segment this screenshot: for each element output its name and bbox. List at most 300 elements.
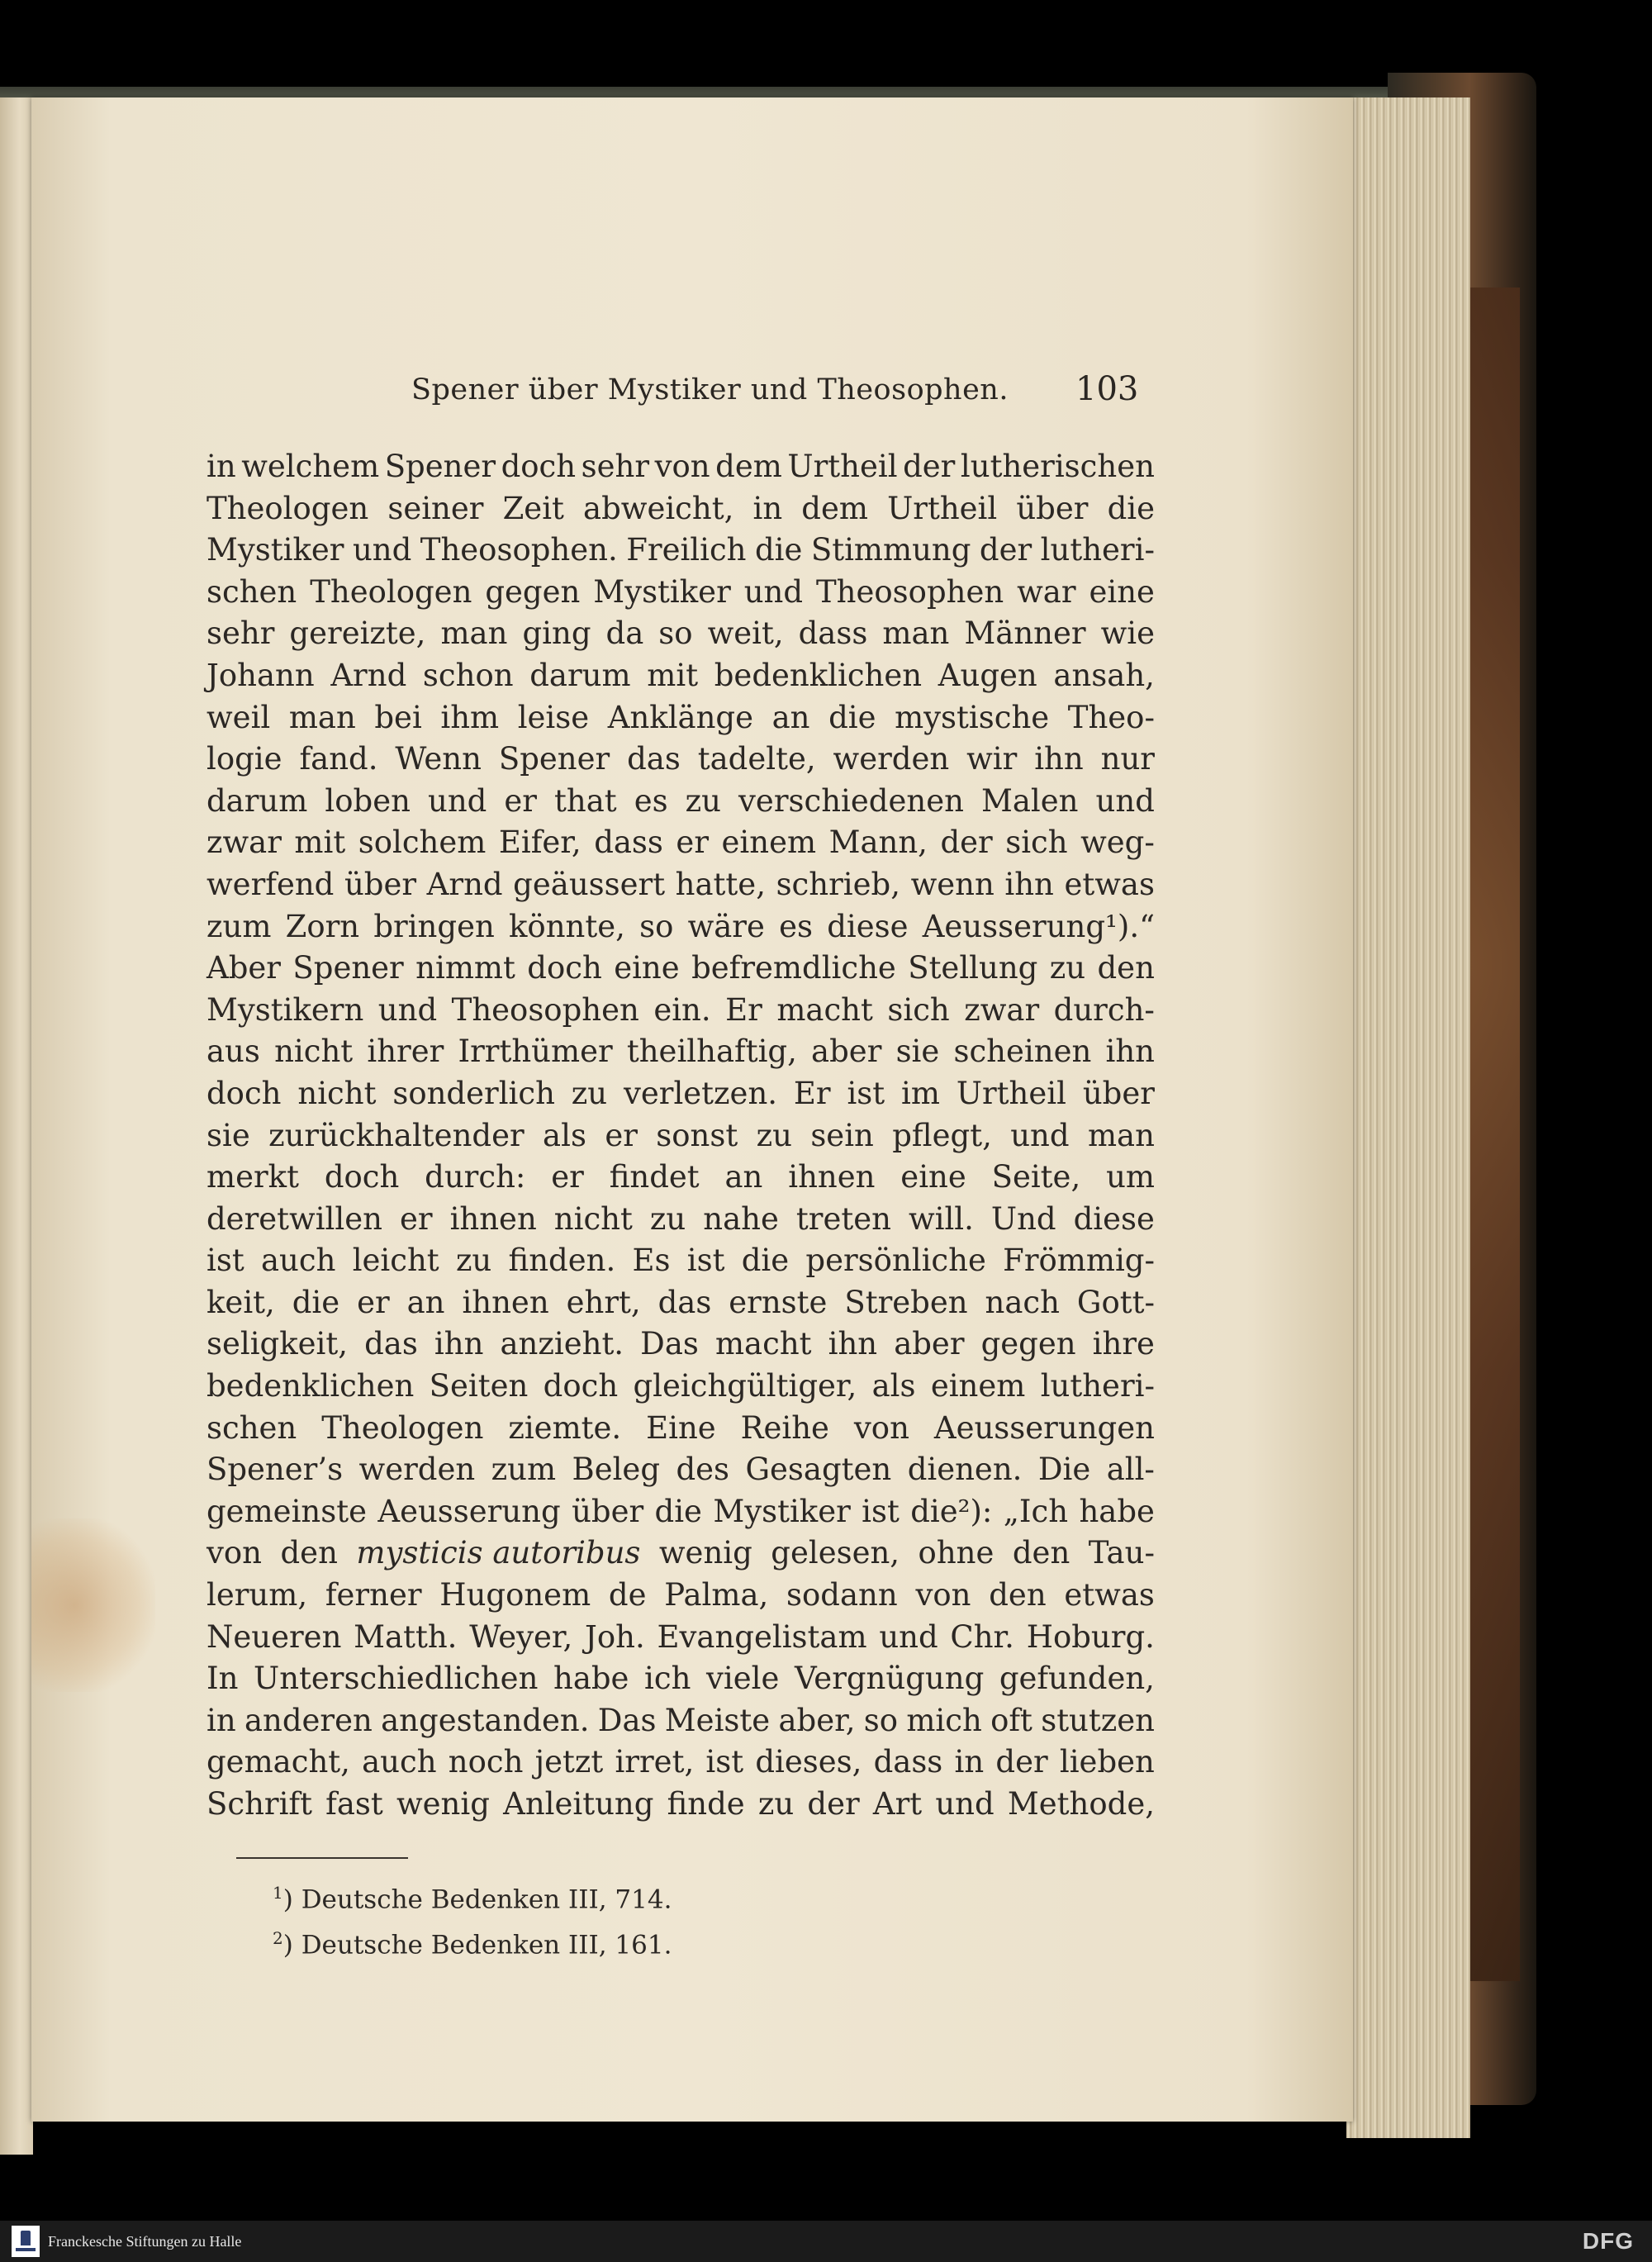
word: macht — [776, 991, 873, 1028]
text-line — [206, 1366, 1155, 1408]
word: Augen — [938, 657, 1037, 693]
word: Unterschiedlichen — [254, 1661, 539, 1697]
word: er — [551, 1159, 584, 1195]
word: Gott- — [1076, 1284, 1155, 1320]
word: Eifer, — [498, 824, 582, 861]
word: Theosophen — [451, 991, 639, 1028]
word: wie — [1100, 615, 1155, 652]
word: es — [634, 782, 668, 819]
word: aber — [894, 1326, 965, 1362]
word: loben — [325, 782, 411, 819]
word: so — [639, 908, 674, 944]
text-line — [206, 1742, 1155, 1784]
word: von — [206, 1535, 263, 1571]
text-line — [206, 1658, 1155, 1700]
text-line — [206, 739, 1155, 781]
word: ziemte. — [508, 1409, 622, 1446]
word: Aeusserungen — [933, 1409, 1155, 1446]
running-head: Spener über Mystiker und Theosophen. — [411, 373, 1009, 406]
word: stutzen — [1041, 1702, 1155, 1738]
word: leise — [517, 699, 590, 735]
word: aber, — [778, 1702, 856, 1738]
word: er — [399, 1200, 433, 1237]
word: Methode, — [1007, 1786, 1155, 1822]
word: bedenklichen — [206, 1368, 415, 1404]
word: man — [440, 615, 508, 652]
page-number: 103 — [1075, 370, 1139, 408]
word: Arnd — [426, 866, 503, 902]
word: lutherischen — [960, 449, 1155, 484]
word: das — [627, 741, 681, 777]
word: gereizte, — [289, 615, 426, 652]
word: eine — [900, 1159, 966, 1195]
footnotes — [273, 1874, 672, 1965]
word: Evangelistam — [657, 1618, 867, 1655]
word: sich — [1005, 824, 1068, 861]
word: noch — [448, 1744, 524, 1780]
word: sonst — [656, 1117, 738, 1153]
word: Theosophen — [816, 573, 1004, 610]
word: habe — [1079, 1493, 1155, 1529]
word: Theosophen. — [420, 532, 618, 568]
paper-stain — [31, 1518, 155, 1692]
word: wäre — [687, 908, 765, 944]
text-line — [206, 613, 1155, 655]
word: Mystiker — [206, 532, 344, 568]
word: mystische — [895, 699, 1050, 735]
word: leicht — [352, 1243, 439, 1279]
word: ihn — [1105, 1034, 1155, 1070]
word: von — [853, 1409, 909, 1446]
word: zwar — [206, 824, 282, 861]
word: gleichgültiger, — [633, 1368, 857, 1404]
word: finden. — [508, 1243, 616, 1279]
word: zurückhaltender — [268, 1117, 525, 1153]
word: Meiste — [664, 1702, 771, 1738]
word: „Ich — [1003, 1493, 1069, 1529]
word: er — [605, 1117, 638, 1153]
word: all- — [1106, 1452, 1155, 1488]
word: wir — [966, 741, 1018, 777]
text-line — [206, 1240, 1155, 1282]
word: Johann — [206, 657, 315, 693]
word: so — [658, 615, 693, 652]
footnote-rule — [236, 1857, 408, 1859]
book-page — [31, 97, 1353, 2122]
word: Vergnügung — [794, 1661, 985, 1697]
word: sie — [206, 1117, 250, 1153]
text-line — [206, 1073, 1155, 1115]
word: Gesagten — [745, 1452, 892, 1488]
word: sodann — [786, 1577, 898, 1613]
word: anderen — [244, 1702, 373, 1738]
word: die — [741, 1243, 790, 1279]
word: schrieb, — [776, 866, 900, 902]
left-page-edge — [0, 97, 33, 2155]
word: Arnd — [330, 657, 407, 693]
text-line — [206, 488, 1155, 530]
text-line — [206, 1408, 1155, 1450]
word: that — [554, 782, 617, 819]
word: verletzen. — [623, 1075, 778, 1111]
word: schen — [206, 1409, 297, 1446]
word: zwar — [964, 991, 1040, 1028]
word: dem — [715, 449, 782, 484]
footnote: $^2$) Deutsche Bedenken III, 161. — [273, 1928, 672, 1960]
word: der — [940, 824, 993, 861]
word: Männer — [964, 615, 1086, 652]
word: Theologen — [310, 573, 472, 610]
word: theilhaftig, — [626, 1034, 797, 1070]
word: man — [1087, 1117, 1155, 1153]
word: in — [954, 1744, 985, 1780]
word: ist — [206, 1243, 244, 1279]
word: von — [915, 1577, 971, 1613]
word: in — [206, 1702, 236, 1738]
word: sonderlich — [392, 1075, 555, 1111]
word: angestanden. — [381, 1702, 590, 1738]
word: war — [1017, 573, 1076, 610]
word: fast — [325, 1786, 383, 1822]
word: gegen — [485, 573, 581, 610]
word: ihn — [1004, 866, 1054, 902]
text-line — [206, 864, 1155, 906]
word: ansah, — [1053, 657, 1155, 693]
word: zu — [757, 1786, 795, 1822]
word: ernste — [729, 1284, 828, 1320]
word: im — [901, 1075, 940, 1111]
word: Anleitung — [503, 1786, 654, 1822]
word: gemacht, — [206, 1744, 350, 1780]
word: die — [654, 1493, 702, 1529]
word: bringen — [373, 908, 495, 944]
word: darum — [206, 782, 308, 819]
word: er — [504, 782, 537, 819]
word: einem — [721, 824, 817, 861]
word: solchem — [358, 824, 487, 861]
word: tadelte, — [697, 741, 816, 777]
word: ich — [644, 1661, 691, 1697]
word: über — [572, 1493, 644, 1529]
word: Aeusserung¹).“ — [922, 908, 1155, 944]
word: hatte, — [675, 866, 766, 902]
word: Es — [632, 1243, 671, 1279]
word: habe — [553, 1661, 629, 1697]
word: Chr. — [950, 1618, 1014, 1655]
text-line — [206, 572, 1155, 614]
word: um — [1106, 1159, 1155, 1195]
word: auch — [260, 1243, 336, 1279]
text-line — [206, 1031, 1155, 1073]
word: Spener — [384, 449, 496, 484]
word: an — [406, 1284, 445, 1320]
word: durch: — [425, 1159, 526, 1195]
word: und — [352, 532, 412, 568]
word: mit — [294, 824, 346, 861]
word: nimmt — [415, 950, 515, 986]
word: etwas — [1064, 866, 1155, 902]
word: dem — [801, 490, 868, 526]
word: zum — [206, 908, 272, 944]
word: mit — [647, 657, 699, 693]
text-line — [206, 1575, 1155, 1617]
word: seligkeit, — [206, 1326, 349, 1362]
word: durch- — [1053, 991, 1155, 1028]
word: Theologen — [321, 1409, 484, 1446]
word: irret, — [615, 1744, 695, 1780]
word: Zorn — [285, 908, 360, 944]
word: Die — [1037, 1452, 1091, 1488]
word: sehr — [206, 615, 275, 652]
word: der — [995, 1744, 1048, 1780]
word: Spener’s — [206, 1452, 344, 1488]
word: keit, — [206, 1284, 275, 1320]
word: deretwillen — [206, 1200, 382, 1237]
text-line — [206, 948, 1155, 990]
word: wenn — [910, 866, 995, 902]
word: Wenn — [395, 741, 482, 777]
word: doch — [206, 1075, 282, 1111]
footnote: $^1$) Deutsche Bedenken III, 714. — [273, 1883, 672, 1915]
word: verschiedenen — [738, 782, 964, 819]
word: des — [676, 1452, 730, 1488]
text-line — [206, 1157, 1155, 1199]
text-line — [206, 1617, 1155, 1659]
word: ist — [705, 1744, 744, 1780]
word: ehrt, — [566, 1284, 641, 1320]
word: Mystiker — [713, 1493, 851, 1529]
word: Neueren — [206, 1618, 342, 1655]
word: bedenklichen — [714, 657, 923, 693]
word: könnte, — [509, 908, 625, 944]
word: es — [779, 908, 813, 944]
word: lerum, — [206, 1577, 308, 1613]
word: bei — [374, 699, 422, 735]
word: er — [357, 1284, 390, 1320]
word: scheinen — [953, 1034, 1092, 1070]
word: man — [882, 615, 950, 652]
word: gefunden, — [999, 1661, 1155, 1697]
word: ohne — [918, 1535, 995, 1571]
word: jetzt — [534, 1744, 604, 1780]
word: wenig — [396, 1786, 490, 1822]
word: Palma, — [664, 1577, 769, 1613]
word: der — [807, 1786, 860, 1822]
text-line — [206, 1282, 1155, 1324]
word: weil — [206, 699, 271, 735]
word: Frömmig- — [1003, 1243, 1155, 1279]
word: ihn — [1034, 741, 1084, 777]
word: Mystikern — [206, 991, 364, 1028]
word: diese — [1073, 1200, 1155, 1237]
word: die — [292, 1284, 340, 1320]
word: pflegt, — [892, 1117, 992, 1153]
word: und — [1095, 782, 1155, 819]
word: sie — [895, 1034, 940, 1070]
word: an — [771, 699, 810, 735]
word: Seiten — [429, 1368, 529, 1404]
word: Stimmung — [810, 532, 971, 568]
word: Spener — [498, 741, 610, 777]
word: Und — [990, 1200, 1056, 1237]
word: der — [979, 532, 1032, 568]
word: Matth. — [354, 1618, 458, 1655]
word: Er — [725, 991, 762, 1028]
word: anzieht. — [500, 1326, 624, 1362]
word: Beleg — [572, 1452, 661, 1488]
word: zu — [571, 1075, 608, 1111]
word: die — [754, 532, 803, 568]
word: ihn — [828, 1326, 878, 1362]
word: seiner — [387, 490, 484, 526]
institution-name: Franckesche Stiftungen zu Halle — [48, 2232, 242, 2250]
word: Freilich — [626, 532, 747, 568]
word: Tau- — [1088, 1535, 1155, 1571]
text-line — [206, 781, 1155, 823]
word: weit, — [707, 615, 784, 652]
word: lutheri- — [1040, 1368, 1155, 1404]
word: geäussert — [513, 866, 666, 902]
word: Seite, — [991, 1159, 1081, 1195]
word: das — [364, 1326, 418, 1362]
word: Theo- — [1067, 699, 1155, 735]
word: weg- — [1080, 824, 1155, 861]
word: schon — [422, 657, 514, 693]
word: Zeit — [502, 490, 564, 526]
text-line — [206, 1533, 1155, 1575]
word: wenig — [658, 1535, 752, 1571]
word: ihm — [440, 699, 500, 735]
word: befremdliche — [691, 950, 896, 986]
word: und — [377, 991, 438, 1028]
word: Hoburg. — [1026, 1618, 1155, 1655]
word: da — [605, 615, 644, 652]
word: und — [1010, 1117, 1070, 1153]
word: Er — [793, 1075, 831, 1111]
word: Reihe — [740, 1409, 829, 1446]
word: den — [989, 1577, 1047, 1613]
word: über — [1016, 490, 1089, 526]
word: ihnen — [788, 1159, 876, 1195]
word: gegen — [980, 1326, 1076, 1362]
word: auch — [362, 1744, 437, 1780]
word: in — [206, 449, 236, 484]
word: ist — [847, 1075, 885, 1111]
word: Irrthümer — [458, 1034, 613, 1070]
word: zu — [649, 1200, 686, 1237]
word: nahe — [703, 1200, 779, 1237]
word: so — [863, 1702, 899, 1738]
word: lutheri- — [1040, 532, 1155, 568]
word: die²): — [910, 1493, 993, 1529]
word: doch — [501, 449, 577, 484]
word: Stellung — [908, 950, 1038, 986]
word: nicht — [297, 1075, 377, 1111]
word: Aber — [206, 950, 281, 986]
word: die — [1107, 490, 1155, 526]
word: dass — [873, 1744, 943, 1780]
text-line — [206, 655, 1155, 697]
word: Weyer, — [469, 1618, 573, 1655]
word: diese — [827, 908, 909, 944]
word: darum — [529, 657, 631, 693]
word: dieses, — [755, 1744, 862, 1780]
word: den — [1097, 950, 1155, 986]
text-line — [206, 990, 1155, 1032]
word: zu — [1049, 950, 1086, 986]
word: nicht — [274, 1034, 354, 1070]
word: man — [288, 699, 356, 735]
word: über — [1082, 1075, 1155, 1111]
word: sein — [810, 1117, 874, 1153]
text-line — [206, 530, 1155, 572]
word: als — [543, 1117, 586, 1153]
word: zum — [491, 1452, 557, 1488]
word: nicht — [553, 1200, 633, 1237]
word: macht — [714, 1326, 812, 1362]
text-line — [206, 1323, 1155, 1366]
text-line — [206, 906, 1155, 948]
dfg-logo: DFG — [1582, 2228, 1634, 2254]
word: zu — [455, 1243, 492, 1279]
word: Malen — [980, 782, 1079, 819]
word: mich — [906, 1702, 982, 1738]
word: oft — [990, 1702, 1032, 1738]
word: in — [752, 490, 783, 526]
word: ihrer — [367, 1034, 444, 1070]
word: den — [280, 1535, 338, 1571]
word: logie — [206, 741, 282, 777]
word: ferner — [325, 1577, 422, 1613]
word: lieben — [1059, 1744, 1155, 1780]
word: schen — [206, 573, 297, 610]
word: werden — [358, 1452, 476, 1488]
word: sich — [887, 991, 950, 1028]
word: aus — [206, 1034, 260, 1070]
word: de — [608, 1577, 647, 1613]
word: Streben — [844, 1284, 968, 1320]
text-line — [206, 822, 1155, 864]
word: Urtheil — [956, 1075, 1066, 1111]
text-line — [206, 1784, 1155, 1826]
word: und — [935, 1786, 995, 1822]
word: Spener — [292, 950, 404, 986]
word: persönliche — [805, 1243, 986, 1279]
word: ihn — [434, 1326, 484, 1362]
word: eine — [614, 950, 680, 986]
word: welchem — [241, 449, 380, 484]
text-line — [206, 1115, 1155, 1157]
word: doch — [324, 1159, 400, 1195]
word: Anklänge — [607, 699, 754, 735]
word: Urtheil — [887, 490, 998, 526]
word: doch — [543, 1368, 619, 1404]
text-line — [206, 446, 1155, 488]
word: als — [871, 1368, 916, 1404]
word: und — [879, 1618, 938, 1655]
word: Joh. — [585, 1618, 645, 1655]
word: der — [903, 449, 956, 484]
word: treten — [795, 1200, 891, 1237]
word: gelesen, — [771, 1535, 900, 1571]
word: Das — [640, 1326, 699, 1362]
word: Eine — [646, 1409, 716, 1446]
word: eine — [1089, 573, 1155, 610]
word: und — [743, 573, 804, 610]
word: Aeusserung — [377, 1493, 561, 1529]
word: dass — [798, 615, 868, 652]
word: Schrift — [206, 1786, 312, 1822]
